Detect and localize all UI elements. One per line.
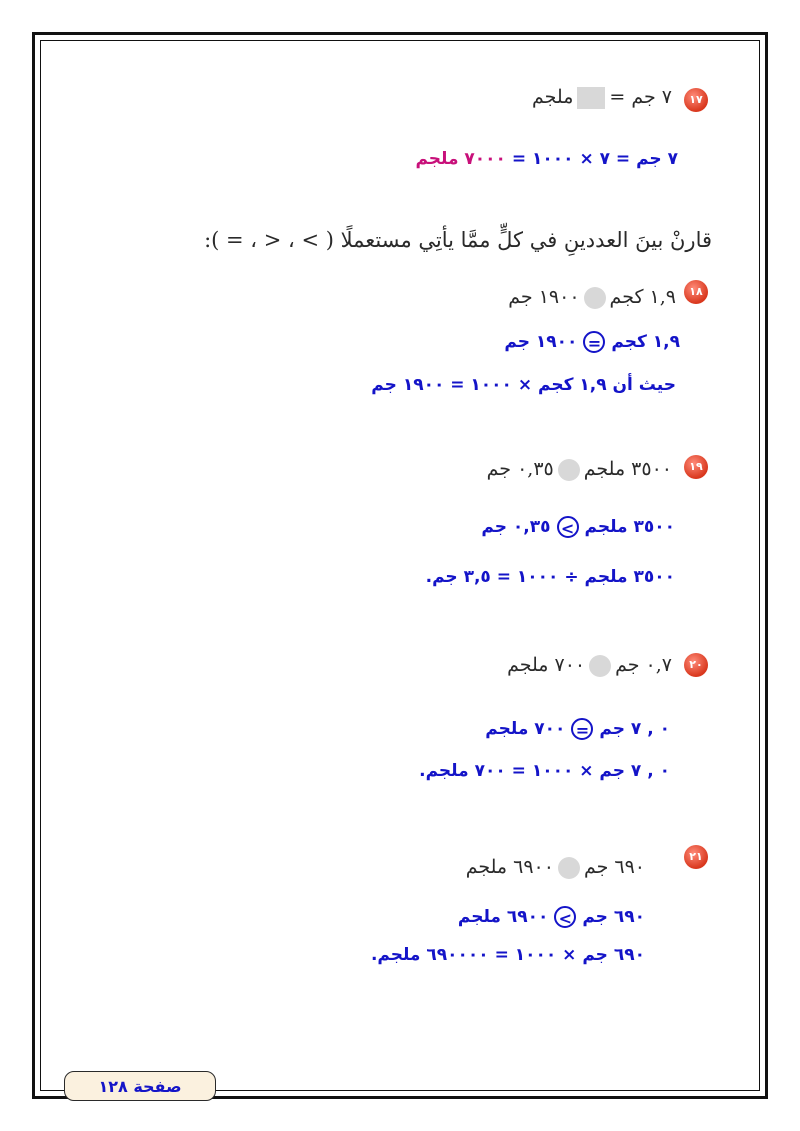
problem-21-answer (458, 906, 645, 928)
answer-blank-box (577, 87, 605, 109)
problem-17-badge: ١٧ (684, 88, 708, 112)
problem-18-left: ١,٩ كجم (609, 286, 676, 308)
equals-circle-icon: = (583, 331, 605, 353)
problem-19-answer-left: ٣٥٠٠ ملجم (584, 517, 675, 537)
problem-19-right: ٠,٣٥ جم (486, 458, 554, 480)
problem-20-answer-left: ٠ , ٧ جم (599, 719, 670, 739)
problem-18-answer (504, 331, 680, 353)
page-number-badge: صفحة ١٢٨ (64, 1071, 216, 1101)
problem-19-answer (481, 516, 675, 538)
compare-blank-circle (558, 857, 580, 879)
problem-21-right: ٦٩٠٠ ملجم (465, 856, 554, 878)
problem-18-answer-left: ١,٩ كجم (611, 332, 680, 352)
compare-blank-circle (558, 459, 580, 481)
problem-20-explanation: ٠ , ٧ جم × ١٠٠٠ = ٧٠٠ ملجم. (419, 761, 670, 781)
problem-21-explanation: ٦٩٠ جم × ١٠٠٠ = ٦٩٠٠٠٠ ملجم. (370, 945, 645, 965)
problem-17-right: ملجم (532, 86, 574, 108)
page-frame-inner (40, 40, 760, 1091)
problem-21-answer-right: ٦٩٠٠ ملجم (457, 907, 549, 927)
problem-20-badge: ٢٠ (684, 653, 708, 677)
problem-21-left: ٦٩٠ جم (583, 856, 645, 878)
problem-17-answer-result: ٧٠٠٠ ملجم (415, 149, 506, 169)
problem-18-explanation: حيث أن ١,٩ كجم × ١٠٠٠ = ١٩٠٠ جم (371, 375, 676, 395)
less-than-circle-icon: > (557, 516, 579, 538)
problem-19-left: ٣٥٠٠ ملجم (583, 458, 672, 480)
problem-17-answer (415, 149, 678, 169)
problem-21-question (466, 856, 645, 879)
problem-19-badge: ١٩ (684, 455, 708, 479)
problem-21-answer-left: ٦٩٠ جم (582, 907, 645, 927)
problem-20-question (507, 654, 672, 677)
compare-blank-circle (584, 287, 606, 309)
problem-20-left: ٠,٧ جم (615, 654, 672, 676)
problem-17-left: ٧ جم = (609, 86, 672, 108)
problem-21-badge: ٢١ (684, 845, 708, 869)
problem-20-answer-right: ٧٠٠ ملجم (485, 719, 566, 739)
problem-20-right: ٧٠٠ ملجم (507, 654, 586, 676)
problem-18-right: ١٩٠٠ جم (508, 286, 580, 308)
equals-circle-icon: = (571, 718, 593, 740)
problem-19-question (487, 458, 672, 481)
less-than-circle-icon: > (554, 906, 576, 928)
problem-18-question (508, 286, 676, 309)
problem-19-answer-right: ٠,٣٥ جم (481, 517, 551, 537)
problem-20-answer (485, 718, 670, 740)
compare-blank-circle (589, 655, 611, 677)
problem-18-answer-right: ١٩٠٠ جم (504, 332, 578, 352)
problem-18-badge: ١٨ (684, 280, 708, 304)
section-heading: قارنْ بينَ العددينِ في كلٍّ ممَّا يأتِي مستعملًا ( > ، < ، = ): (204, 228, 712, 252)
problem-17-answer-main: ٧ جم = ٧ × ١٠٠٠ = (511, 149, 678, 169)
problem-17-question (532, 86, 672, 109)
problem-19-explanation: ٣٥٠٠ ملجم ÷ ١٠٠٠ = ٣,٥ جم. (425, 567, 675, 587)
